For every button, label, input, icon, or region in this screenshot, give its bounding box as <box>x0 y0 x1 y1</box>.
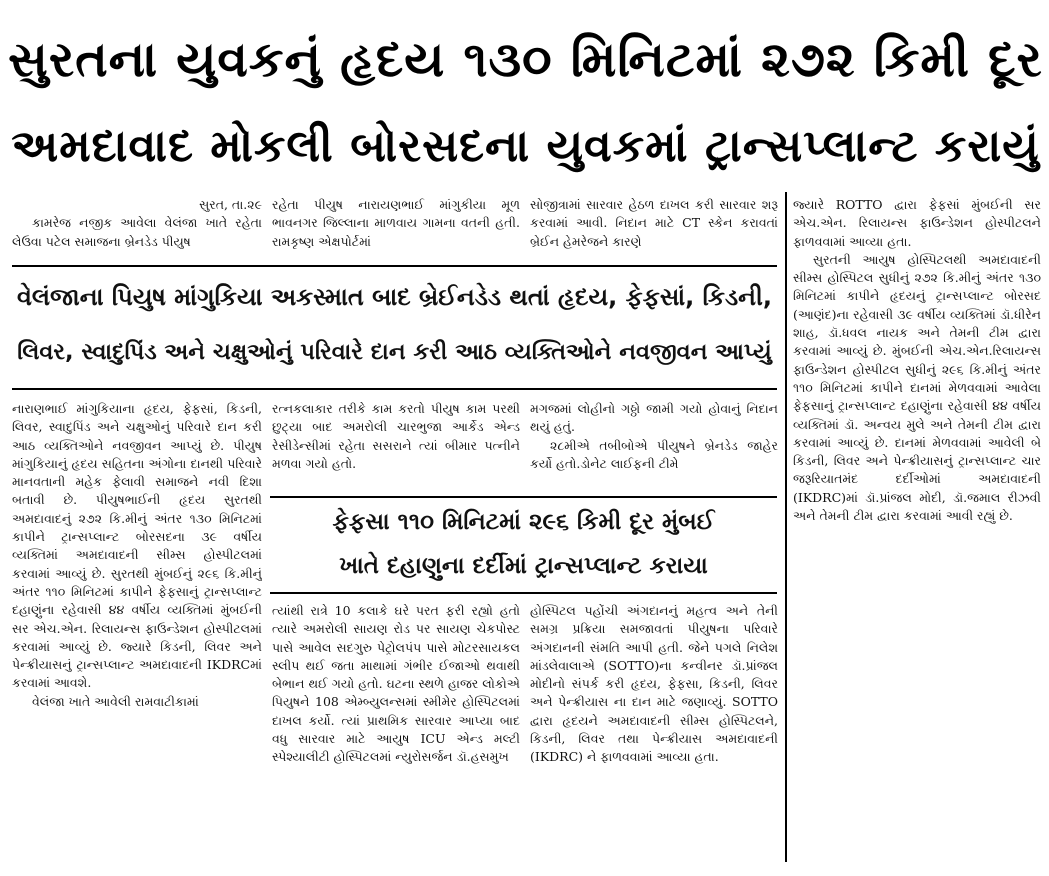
right-column-paragraph-1: જ્યારે ROTTO દ્વારા ફેફસાં મુંબઈની સર એચ.એન. રિલાયન્સ ફાઉન્ડેશન હોસ્પીટલને ફાળવવામાં આવ્યા હતા. <box>793 197 1041 249</box>
subhead1-top-rule <box>12 265 777 267</box>
middle-column-bottom-1 <box>272 602 520 862</box>
subheadline-2-line-1: ફેફસા ૧૧૦ મિનિટમાં ૨૯૬ કિમી દૂર મુંબઈ <box>332 509 715 535</box>
headline-line-1: સુરતના યુવકનું હૃદય ૧૩૦ મિનિટમાં ૨૭૨ કિમી દૂર <box>8 31 1043 88</box>
subheadline-1 <box>12 270 777 384</box>
top-column-3-text: સોજીત્રામાં સારવાર હેઠળ દાખલ કરી સારવાર શરૂ કરવામાં આવી. નિદાન માટે CT સ્કેન કરાવતાં બ્રેઈન હેમરેજને કારણે <box>530 197 778 249</box>
right-column-divider <box>785 192 787 862</box>
top-column-1-text: કામરેજ નજીક આવેલા વેલંજા ખાતે રહેતા લેઉવા પટેલ સમાજના બ્રેનડેડ પીયુષ <box>12 215 262 249</box>
left-column-paragraph-2: વેલંજા ખાતે આવેલી રામવાટીકામાં <box>32 693 199 709</box>
right-column <box>793 196 1041 862</box>
top-column-1 <box>12 196 262 260</box>
middle-column-bottom-2 <box>530 602 778 862</box>
dateline: સુરત, તા.૨૯ <box>199 197 262 212</box>
subheadline-1-line-1: વેલંજાના પિયુષ માંગુકિયા અકસ્માત બાદ બ્રેઈનડેડ થતાં હૃદય, ફેફસાં, કિડની, <box>16 283 773 311</box>
middle-column-top-2 <box>530 400 778 492</box>
middle-column-top-2-paragraph-2: ૨૮મીએ તબીબોએ પીયુષને બ્રેનડેડ જાહેર કર્યો હતો.ડોનેટ લાઈફની ટીમે <box>530 437 778 471</box>
right-column-paragraph-2: સુરતની આયુષ હોસ્પિટલથી અમદાવાદની સીમ્સ હોસ્પિટલ સુધીનું ૨૭૨ કિ.મીનું અંતર ૧૩૦ મિનિટમાં કાપીને હૃદયનું ટ્રાન્સપ્લાન્ટ બોરસદ (આણંદ)ના રહેવાસી ૩૯ વર્ષીય વ્યક્તિમાં ડૉ.ધીરેન શાહ, ડૉ.ધવલ નાયક અને તેમની ટીમ દ્વારા કરવામાં આવ્યું છે. મુંબઈની એચ.એન.રિલાયન્સ ફાઉન્ડેશન હોસ્પીટલ સુધીનું ૨૯૬ કિ.મીનું અંતર ૧૧૦ મિનિટમાં કાપીને દાનમાં મેળવવામાં આવેલા ફેફસાનું ટ્રાન્સપ્લાન્ટ દહાણુંના રહેવાસી ૪૪ વર્ષીય વ્યક્તિમાં ડૉ. અન્વય મુલે અને તેમની ટીમ દ્વારા કરવામાં આવ્યું છે. દાનમાં મેળવવામાં આવેલી બે કિડની, લિવર અને પેન્ક્રીયાસનું ટ્રાન્સપ્લાન્ટ ચાર જરૂરિયાતમંદ દર્દીઓમાં અમદાવાદની (IKDRC)માં ડૉ.પ્રાંજલ મોદી, ડૉ.જમાલ રીઝવી અને તેમની ટીમ દ્વારા કરવામાં આવી રહ્યું છે. <box>793 251 1041 524</box>
headline-line-2: અમદાવાદ મોકલી બોરસદના યુવકમાં ટ્રાન્સપ્લાન્ટ કરાયું <box>11 121 1040 172</box>
subheadline-2-line-2: ખાતે દહાણુના દર્દીમાં ટ્રાન્સપ્લાન્ટ કરાયા <box>339 553 708 579</box>
subhead2-bottom-rule <box>270 592 777 594</box>
middle-column-bottom-2-text: હોસ્પિટલ પહોંચી અંગદાનનું મહત્વ અને તેની સમગ્ર પ્રક્રિયા સમજાવતાં પીયુષના પરિવારે અંગદાનની સંમતિ આપી હતી. જેને પગલે નિલેશ માંડલેવાલાએ (SOTTO)ના કન્વીનર ડૉ.પ્રાંજલ મોદીનો સંપર્ક કરી હૃદય, ફેફસા, કિડની, લિવર અને પેન્ક્રીયાસ ના દાન માટે જણાવ્યું. SOTTO દ્વારા હૃદયને અમદાવાદની સીમ્સ હોસ્પિટલને, કિડની, લિવર તથા પેન્ક્રીયાસ અમદાવાદની (IKDRC) ને ફાળવવામાં આવ્યા હતા. <box>530 603 778 765</box>
subheadline-2 <box>270 500 777 588</box>
subhead2-top-rule <box>270 496 777 498</box>
middle-column-top-2-paragraph-1: મગજમાં લોહીનો ગઠ્ઠો જામી ગયો હોવાનું નિદાન થયું હતું. <box>530 401 778 435</box>
subhead1-bottom-rule <box>12 388 777 390</box>
middle-column-top-text: રત્નકલાકાર તરીકે કામ કરતો પીયુષ કામ પરથી છુટ્યા બાદ અમરોલી ચારભુજા આર્કેડ એન્ડ રેસીડેન્સીમાં રહેતા સસરાને ત્યાં બીમાર પત્નીને મળવા ગયો હતો. <box>272 401 520 471</box>
left-column-paragraph-1: નારાણભાઈ માંગુકિયાના હૃદય, ફેફસાં, કિડની, લિવર, સ્વાદુપિંડ અને ચક્ષુઓનું પરિવારે દાન કરી આઠ વ્યક્તિઓને નવજીવન આપ્યું છે. પીયુષ માંગુકિયાનું હૃદય સહિતના અંગોના દાનથી પરિવારે માનવતાની મહેક ફેલાવી સમાજને નવી દિશા બતાવી છે. પીયુષભાઈની હૃદય સુરતથી અમદાવાદનું ૨૭૨ કિ.મીનું અંતર ૧૩૦ મિનિટમાં કાપીને ટ્રાન્સપ્લાન્ટ બોરસદના ૩૯ વર્ષીય વ્યક્તિમાં અમદાવાદની સીમ્સ હોસ્પીટલમાં કરવામાં આવ્યું છે. સુરતથી મુંબઈનું ૨૯૬ કિ.મીનું અંતર ૧૧૦ મિનિટમાં કાપીને ફેફસાનું ટ્રાન્સપ્લાન્ટ દહાણુંના રહેવાસી ૪૪ વર્ષીય વ્યક્તિમાં મુંબઈની સર એચ.એન. રિલાયન્સ ફાઉન્ડેશન હોસ્પીટલમાં કરવામાં આવ્યું છે. જ્યારે કિડની, લિવર અને પેન્ક્રીયાસનું ટ્રાન્સપ્લાન્ટ અમદાવાદની IKDRCમાં કરવામાં આવશે. <box>12 401 262 691</box>
left-column <box>12 400 262 862</box>
middle-column-bottom-1-text: ત્યાંથી રાત્રે 10 કલાકે ઘરે પરત ફરી રહ્યો હતો ત્યારે અમરોલી સાયણ રોડ પર સાયણ ચેકપોસ્ટ પાસે આવેલ સદગુરુ પેટ્રોલપંપ પાસે મોટરસાયકલ સ્લીપ થઈ જતા માથામાં ગંભીર ઈજાઓ થવાથી બેભાન થઈ ગયો હતો. ઘટના સ્થળે હાજર લોકોએ પિયુષને 108 એમ્બ્યુલન્સમાં સ્મીમેર હોસ્પિટલમાં દાખલ કર્યો. ત્યાં પ્રાથમિક સારવાર આપ્યા બાદ વધુ સારવાર માટે આયુષ ICU એન્ડ મલ્ટી સ્પેશ્યાલીટી હોસ્પિટલમાં ન્યુરોસર્જન ડૉ.હસમુખ <box>272 603 520 765</box>
top-column-3 <box>530 196 778 260</box>
top-column-2-text: રહેતા પીયુષ નારાયણભાઈ માંગુકીયા મૂળ ભાવનગર જિલ્લાના માળવાય ગામના વતની હતી. રામકૃષ્ણ એક્ષપોર્ટમાં <box>272 197 520 249</box>
subheadline-1-line-2: લિવર, સ્વાદુપિંડ અને ચક્ષુઓનું પરિવારે દાન કરી આઠ વ્યક્તિઓને નવજીવન આપ્યું <box>17 339 772 365</box>
top-column-2 <box>272 196 520 260</box>
middle-column-top <box>272 400 520 492</box>
